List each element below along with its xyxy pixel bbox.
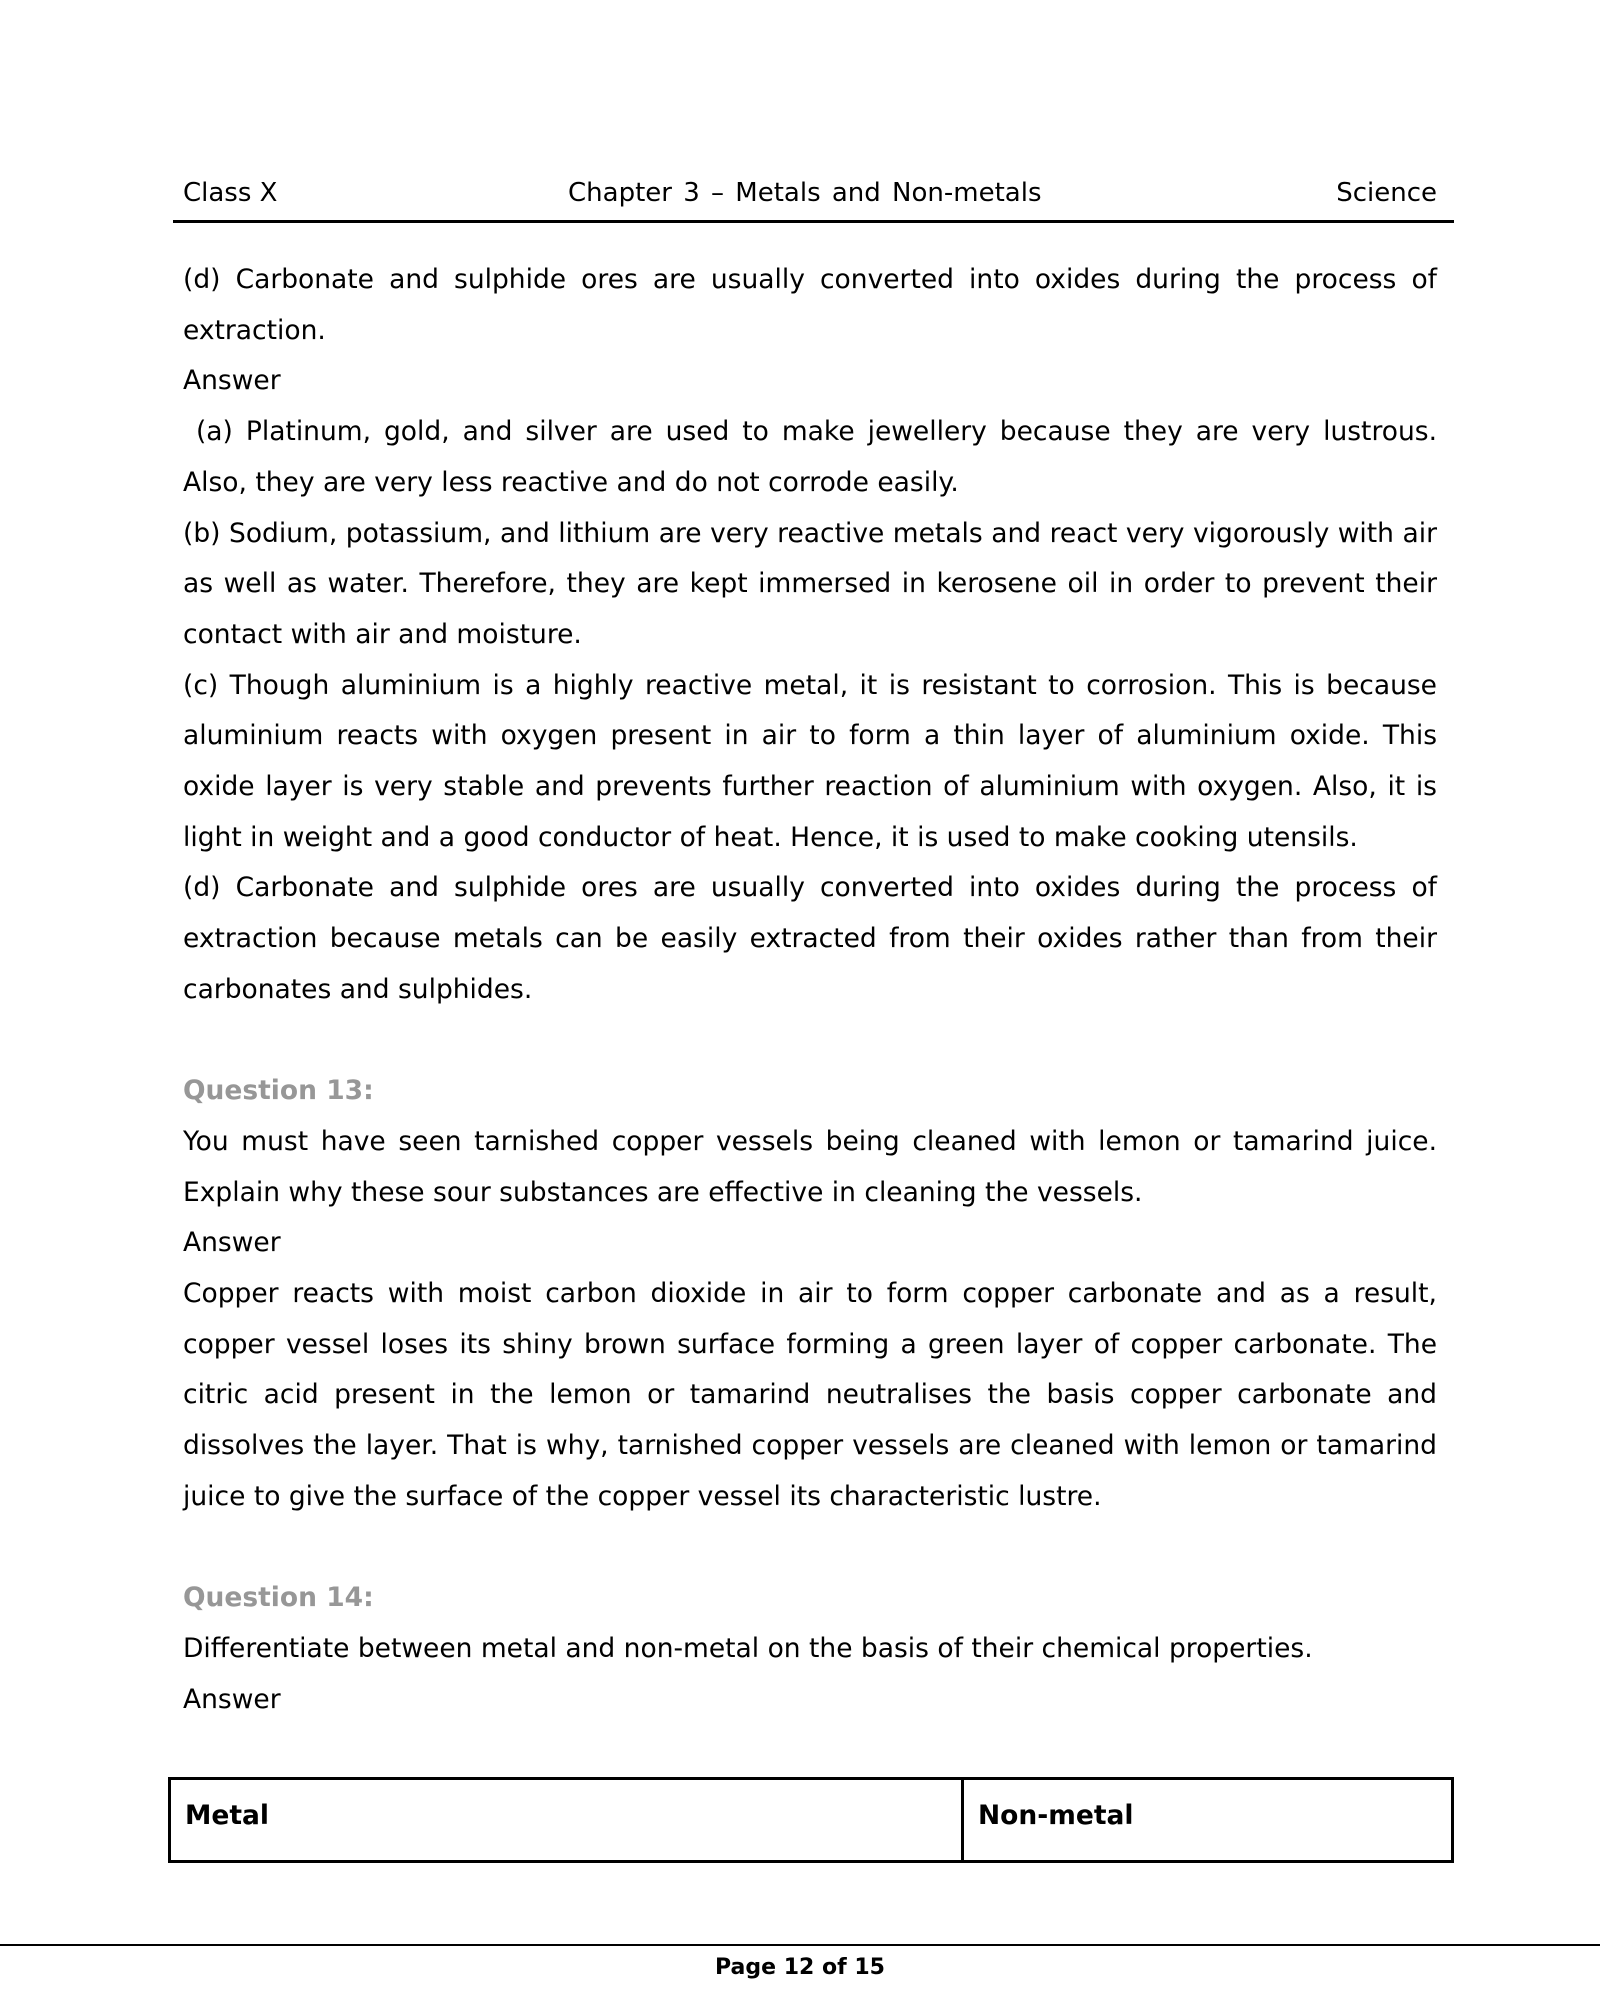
table-header-metal: Metal bbox=[171, 1780, 964, 1860]
question-14-text: Differentiate between metal and non-metal on the basis of their chemical properties. bbox=[183, 1632, 1313, 1664]
table-header-non-metal: Non-metal bbox=[978, 1800, 1134, 1831]
question-13-text: You must have seen tarnished copper vessels being cleaned with lemon or tamarind juice. Explain why these sour substances are effective in cleaning the vessels. bbox=[183, 1125, 1437, 1208]
question-13-answer: Copper reacts with moist carbon dioxide in air to form copper carbonate and as a result, copper vessel loses its shiny brown surface forming a green layer of copper carbonate. The citric acid present in the lemon or tamarind neutralises the basis copper carbonate and dissolves the layer. That is why, tarnished copper vessels are cleaned with lemon or tamarind juice to give the surface of the copper vessel its characteristic lustre. bbox=[183, 1278, 1437, 1512]
question-13-answer-label: Answer bbox=[183, 1227, 281, 1259]
comparison-table bbox=[168, 1777, 1454, 1863]
header-subject: Science bbox=[1336, 178, 1437, 208]
answer-paragraph-a: (a) Platinum, gold, and silver are used to make jewellery because they are very lustrous. Also, they are very less reactive and do not corrode easily. bbox=[183, 416, 1446, 498]
footer-divider bbox=[0, 1944, 1600, 1946]
answer-label: Answer bbox=[183, 365, 281, 397]
page-content bbox=[183, 255, 1446, 1725]
question-13-heading: Question 13: bbox=[183, 1075, 374, 1107]
question-14-answer-label: Answer bbox=[183, 1683, 281, 1715]
spacer bbox=[183, 1016, 1437, 1067]
page-number: Page 12 of 15 bbox=[715, 1955, 885, 1980]
previous-question-tail: (d) Carbonate and sulphide ores are usually converted into oxides during the process of extraction. bbox=[183, 264, 1437, 346]
answer-paragraph-b: (b) Sodium, potassium, and lithium are very reactive metals and react very vigorously with air as well as water. Therefore, they are kept immersed in kerosene oil in order to prevent their contact with air and moisture. bbox=[183, 517, 1437, 650]
question-14-heading: Question 14: bbox=[183, 1582, 374, 1614]
header-chapter-title: Chapter 3 – Metals and Non-metals bbox=[568, 178, 1042, 208]
answer-paragraph-c: (c) Though aluminium is a highly reactive metal, it is resistant to corrosion. This is because aluminium reacts with oxygen present in air to form a thin layer of aluminium oxide. This oxide layer is very stable and prevents further reaction of aluminium with oxygen. Also, it is light in weight and a good conductor of heat. Hence, it is used to make cooking utensils. bbox=[183, 669, 1437, 853]
answer-paragraph-d: (d) Carbonate and sulphide ores are usually converted into oxides during the process of extraction because metals can be easily extracted from their oxides rather than from their carbonates and sulphides. bbox=[183, 872, 1437, 1005]
header-divider bbox=[173, 220, 1454, 223]
spacer bbox=[183, 1523, 1437, 1574]
page-header bbox=[183, 178, 1437, 212]
header-class: Class X bbox=[183, 178, 278, 208]
